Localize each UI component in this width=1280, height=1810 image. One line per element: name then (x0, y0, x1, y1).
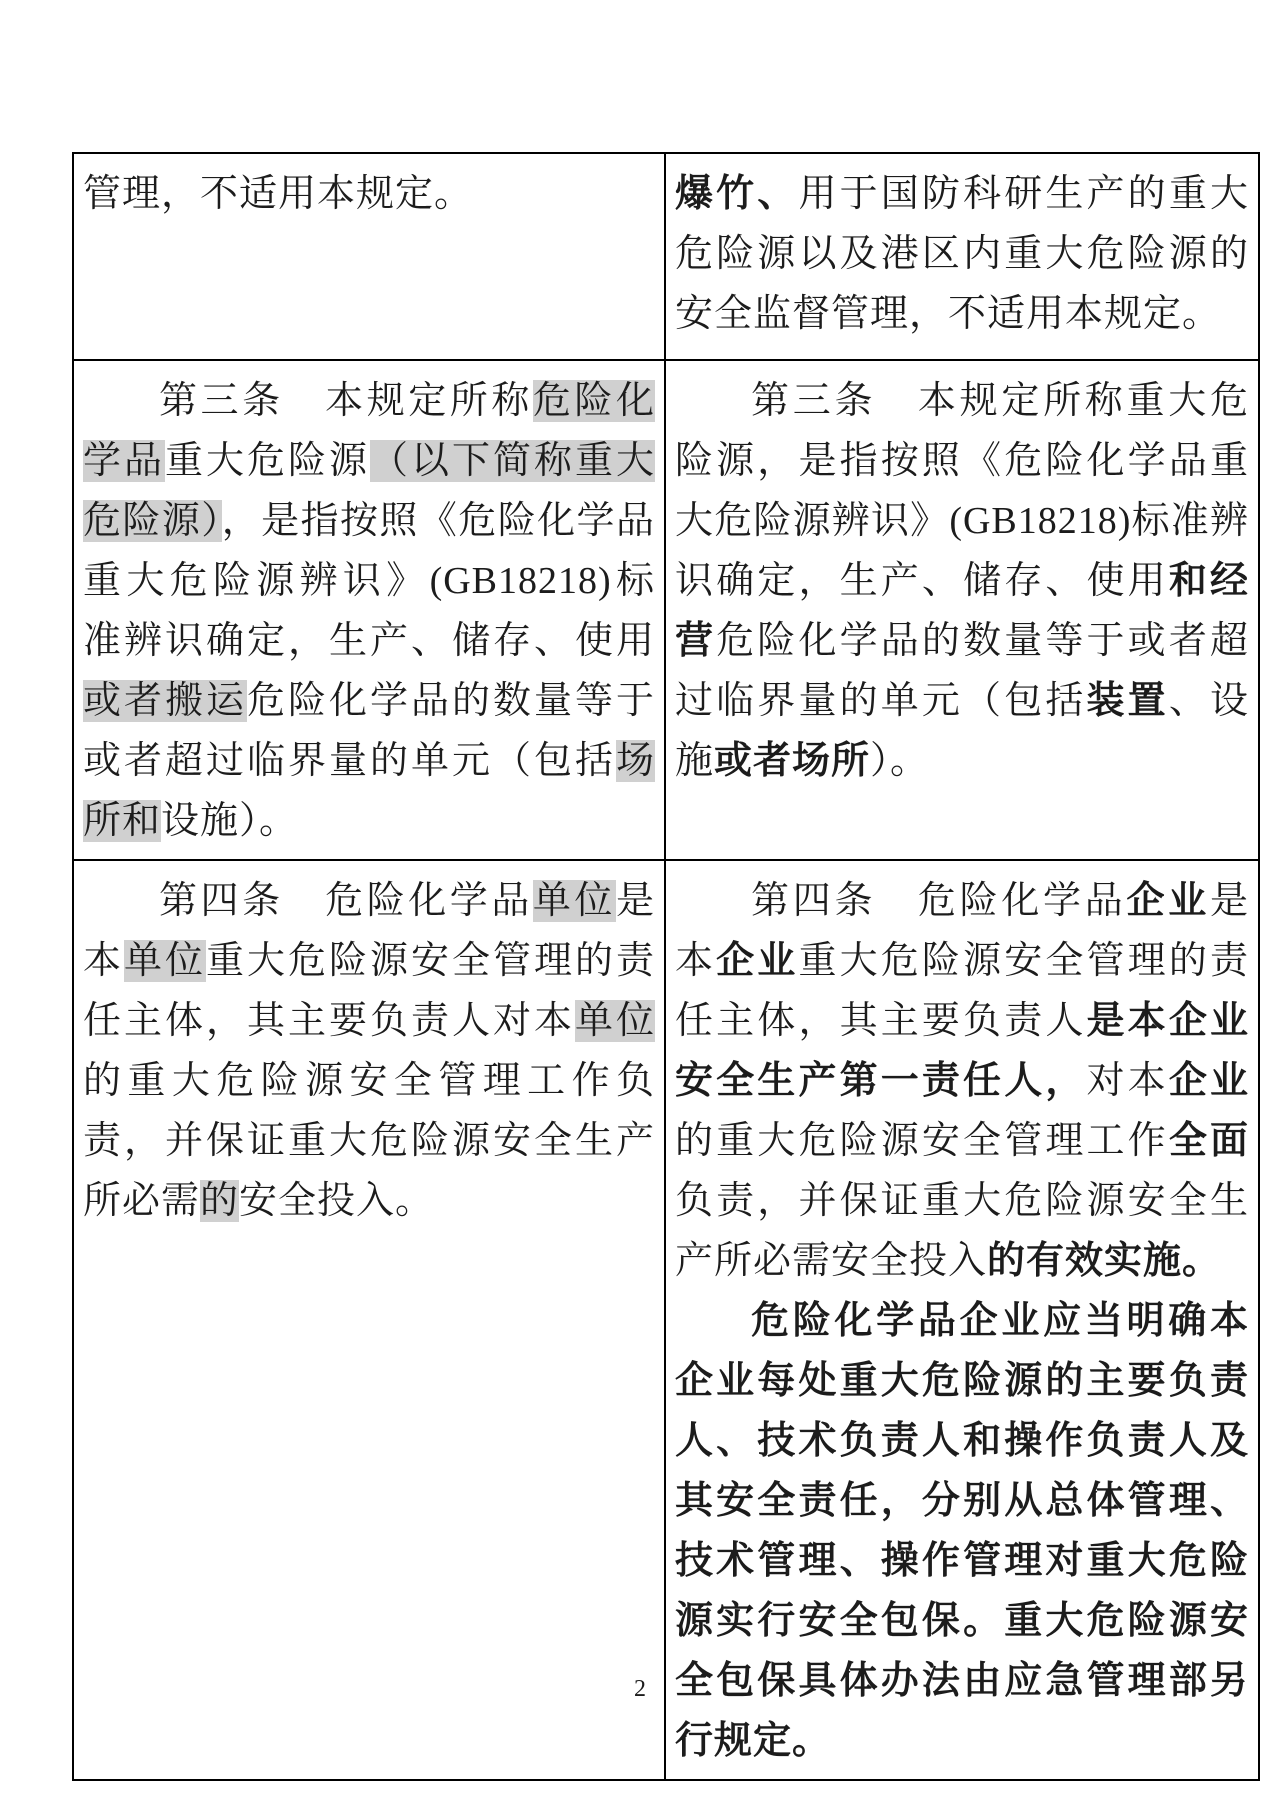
highlighted-text: 单位 (574, 1000, 655, 1042)
highlighted-text: 单位 (124, 940, 206, 982)
old-version-cell (73, 153, 665, 360)
paragraph (675, 871, 1249, 1291)
paragraph (83, 164, 655, 224)
table-row (73, 153, 1259, 360)
paragraph (675, 371, 1249, 791)
paragraph (675, 164, 1249, 344)
text-segment: ，是指按照《危险化学品重大危险源辨识》(GB18218)标准辨识确定，生产、储存、使用 (83, 500, 655, 662)
text-segment: 第四条 危险化学品 (159, 880, 533, 922)
new-version-cell (665, 860, 1259, 1780)
text-segment: 第三条 本规定所称重大危险源，是指按照《危险化学品重大危险源辨识》(GB18218)标准辨识确定，生产、储存、使用 (675, 380, 1249, 602)
text-segment: 设施）。 (161, 800, 299, 842)
highlighted-text: 危险化学品 (83, 380, 655, 482)
text-segment: 危险化学品的数量等于或者超过临界量的单元（包括 (83, 680, 655, 782)
comparison-table (72, 152, 1260, 1781)
new-version-cell (665, 360, 1259, 860)
bold-text: 爆竹、 (675, 173, 799, 215)
table-row (73, 860, 1259, 1780)
text-segment: 第三条 本规定所称 (159, 380, 533, 422)
table-row (73, 360, 1259, 860)
highlighted-text: 单位 (532, 880, 616, 922)
paragraph (83, 371, 655, 851)
text-segment: 重大危险源 (165, 440, 370, 482)
old-version-cell (73, 860, 665, 1780)
bold-text: 危险化学品企业应当明确本企业每处重大危险源的主要负责人、技术负责人和操作负责人及其安全责任，分别从总体管理、技术管理、操作管理对重大危险源实行安全包保。重大危险源安全包保具体办法由应急管理部另行规定。 (675, 1300, 1249, 1762)
text-segment: ）。 (870, 740, 930, 782)
highlighted-text: （以下简称重大危险源） (83, 440, 655, 542)
text-segment: 是本 (675, 880, 1249, 982)
highlighted-text: 场所和 (83, 740, 655, 842)
text-segment: 的重大危险源安全管理工作 (675, 1120, 1169, 1162)
text-segment: 负责，并保证重大危险源安全生产所必需安全投入 (675, 1180, 1249, 1282)
text-segment: 危险化学品的数量等于或者超过临界量的单元（包括 (675, 620, 1249, 722)
old-version-cell (73, 360, 665, 860)
bold-text: 企业 (1168, 1060, 1249, 1102)
bold-text: 和经营 (675, 560, 1249, 662)
text-segment: 安全投入。 (239, 1180, 435, 1222)
bold-text: 或者场所 (714, 740, 871, 782)
text-segment: 用于国防科研生产的重大危险源以及港区内重大危险源的安全监督管理，不适用本规定。 (675, 173, 1249, 335)
bold-text: 企业 (716, 940, 799, 982)
text-segment: 、设施 (675, 680, 1249, 782)
highlighted-text: 或者搬运 (83, 680, 247, 722)
bold-text: 的有效实施。 (987, 1240, 1222, 1282)
bold-text: 是本企业安全生产第一责任人， (675, 1000, 1249, 1102)
text-segment: 重大危险源安全管理的责任主体，其主要负责人对本 (83, 940, 655, 1042)
paragraph (83, 871, 655, 1231)
bold-text: 全面 (1168, 1120, 1249, 1162)
text-segment: 第四条 危险化学品 (751, 880, 1127, 922)
bold-text: 装置 (1086, 680, 1169, 722)
highlighted-text: 的 (200, 1180, 240, 1222)
text-segment: 对本 (1086, 1060, 1169, 1102)
text-segment: 是本 (83, 880, 655, 982)
new-version-cell (665, 153, 1259, 360)
text-segment: 的重大危险源安全管理工作负责，并保证重大危险源安全生产所必需 (83, 1060, 655, 1222)
page-number: 2 (634, 1676, 646, 1702)
text-segment: 管理，不适用本规定。 (83, 173, 474, 215)
text-segment: 重大危险源安全管理的责任主体，其主要负责人 (675, 940, 1249, 1042)
bold-text: 企业 (1126, 880, 1210, 922)
